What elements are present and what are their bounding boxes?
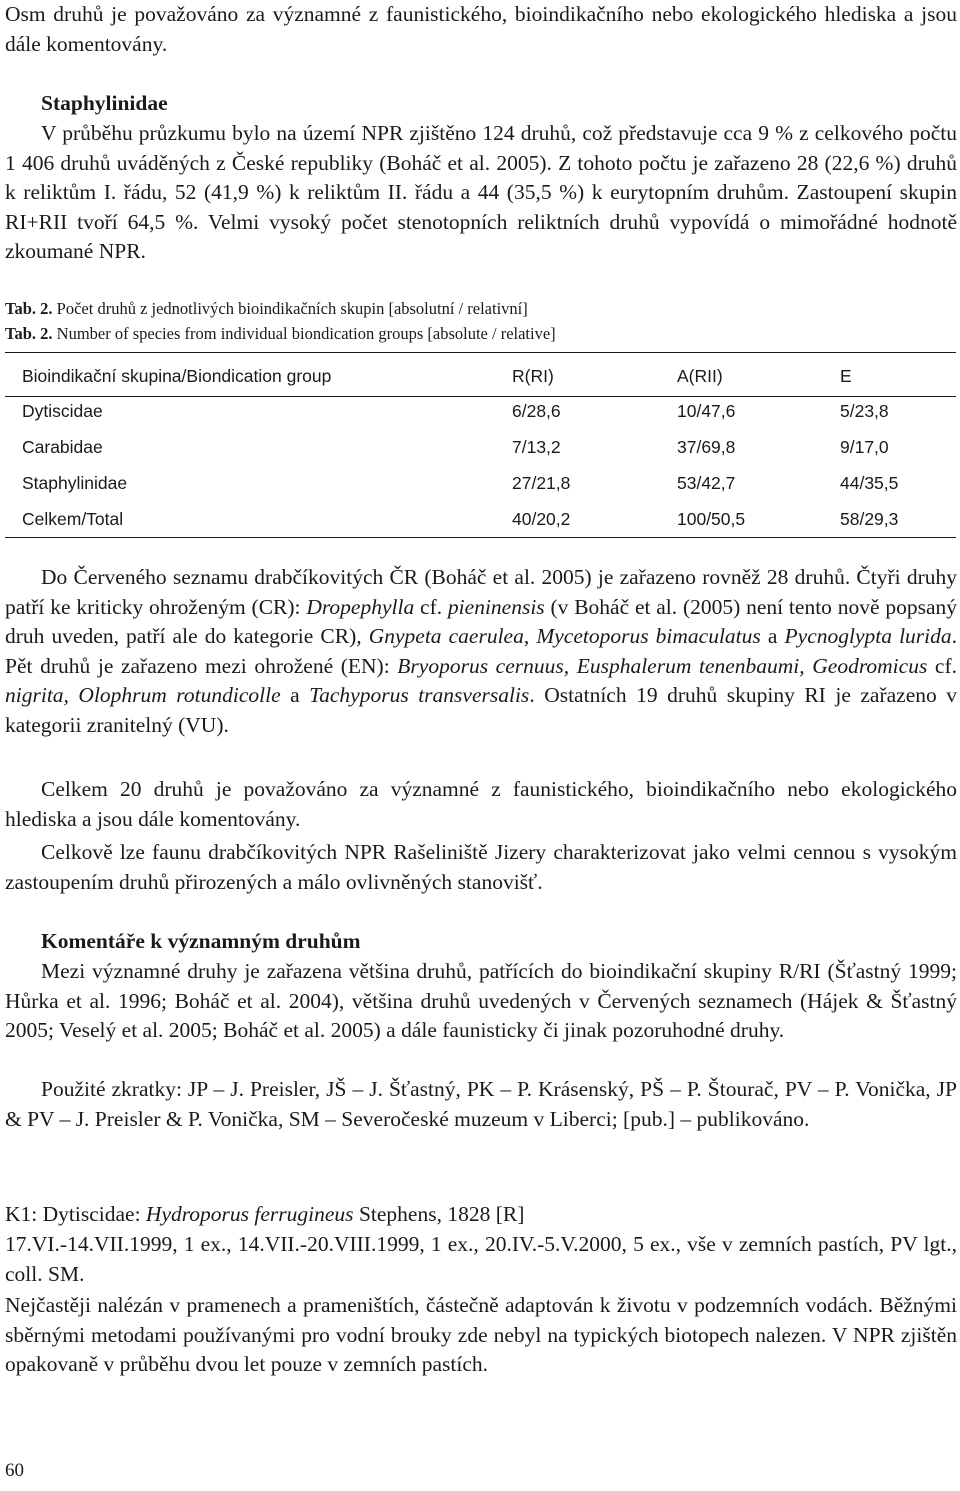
caption-label: Tab. 2. [5, 324, 53, 343]
k1-records [5, 1230, 957, 1289]
row-label: Celkem/Total [22, 509, 124, 529]
text-span: Do Červeného seznamu drabčíkovitých ČR (Boháč et al. 2005) je zařazeno rovněž 28 druhů. Čtyři druhy patří ke kriticky ohroženým (CR): [5, 565, 957, 619]
cell-value: 6/28,6 [512, 401, 561, 421]
paragraph-text: Osm druhů je považováno za významné z faunistického, bioindikačního nebo ekologického hlediska a jsou dále komentovány. [5, 2, 957, 56]
species-name: nigrita, Olophrum rotundicolle [5, 683, 281, 708]
row-label: Staphylinidae [22, 473, 128, 493]
text-span: cf. [927, 653, 957, 678]
abbreviations-paragraph [5, 1075, 957, 1134]
paragraph-text: Použité zkratky: JP – J. Preisler, JŠ – J. Šťastný, PK – P. Krásenský, PŠ – P. Štourač, PV – P. Vonička, JP & PV – J. Preisler & P. Vonička, SM – Severočeské muzeum v Liberci; [pub.] – publikováno. [5, 1077, 957, 1131]
table-caption-cz [5, 297, 957, 320]
cell-value: 9/17,0 [840, 437, 889, 457]
komentare-paragraph [5, 957, 957, 1046]
species-name: Dropephylla [306, 594, 415, 619]
text-span: . Ostatních 19 druhů skupiny RI je zařazeno v kategorii zranitelný (VU). [5, 683, 957, 737]
cell-value: 7/13,2 [512, 437, 561, 457]
cell-value: 58/29,3 [840, 509, 899, 529]
species-name: , Gnypeta caerulea, Mycetoporus bimaculatus [356, 624, 761, 649]
bioindication-table [5, 352, 956, 538]
species-name: Tachyporus transversalis [309, 683, 530, 708]
text-span: a [760, 624, 785, 649]
k1-comment [5, 1291, 957, 1380]
header-e: E [840, 366, 852, 386]
summary-paragraph [5, 838, 957, 897]
cell-value: 37/69,8 [677, 437, 736, 457]
text-span: a [280, 683, 310, 708]
cell-value: 53/42,7 [677, 473, 736, 493]
species-name: Hydroporus ferrugineus [145, 1202, 354, 1226]
cell-value: 44/35,5 [840, 473, 899, 493]
row-label: Dytiscidae [22, 401, 103, 421]
section-heading-staphylinidae [41, 89, 941, 119]
cell-value: 10/47,6 [677, 401, 736, 421]
paragraph-text: Mezi významné druhy je zařazena většina druhů, patřících do bioindikační skupiny R/RI (Šťastný 1999; Hůrka et al. 1996; Boháč et al. 2004), většina druhů uvedených v Červených seznamech (Hájek & Šťastný 2005; Veselý et al. 2005; Boháč et al. 2005) a dále faunisticky či jinak pozoruhodné druhy. [5, 959, 957, 1043]
caption-text: Počet druhů z jednotlivých bioindikačních skupin [absolutní / relativní] [52, 299, 528, 318]
section-heading-komentare [41, 927, 941, 957]
caption-text: Number of species from individual biondication groups [absolute / relative] [52, 324, 556, 343]
staphylinidae-paragraph [5, 119, 957, 267]
species-name: Bryoporus cernuus, Eusphalerum tenenbaumi, Geodromicus [397, 653, 928, 678]
header-r-ri: R(RI) [512, 366, 554, 386]
text-span: K1: Dytiscidae: [5, 1202, 146, 1226]
cell-value: 40/20,2 [512, 509, 571, 529]
cell-value: 27/21,8 [512, 473, 571, 493]
significant-species-paragraph [5, 775, 957, 834]
table-header-row [5, 353, 956, 397]
page-number: 60 [5, 1460, 24, 1481]
text-span: (v Boháč et al. (2005) není tento nově popsaný druh uveden, patří ale do kategorie CR) [5, 594, 957, 649]
paragraph-text: 17.VI.-14.VII.1999, 1 ex., 14.VII.-20.VIII.1999, 1 ex., 20.IV.-5.V.2000, 5 ex., vše v zemních pastích, PV lgt., coll. SM. [5, 1232, 957, 1286]
table-caption-en [5, 322, 957, 345]
text-span: Stephens, 1828 [R] [353, 1202, 525, 1226]
cell-value: 5/23,8 [840, 401, 889, 421]
header-a-rii: A(RII) [677, 366, 723, 386]
species-name: pieninensis [447, 594, 545, 619]
paragraph-text: Celkově lze faunu drabčíkovitých NPR Rašeliniště Jizery charakterizovat jako velmi cennou s vysokým zastoupením druhů přirozených a málo ovlivněných stanovišť. [5, 840, 957, 894]
heading-text: Komentáře k významným druhům [41, 929, 361, 953]
k1-heading-line [5, 1200, 957, 1230]
text-span: . Pět druhů je zařazeno mezi ohrožené (EN): [5, 624, 958, 678]
species-name: Pycnoglypta lurida [784, 624, 952, 649]
cell-value: 100/50,5 [677, 509, 746, 529]
paragraph-text: Nejčastěji nalézán v pramenech a prameništích, částečně adaptován k životu v podzemních vodách. Běžnými sběrnými metodami používanými pro vodní brouky zde nebyl na typických biotopech nalezen. V NPR zjištěn opakovaně v průběhu dvou let pouze v zemních pastích. [5, 1293, 957, 1377]
paragraph-text: V průběhu průzkumu bylo na území NPR zjištěno 124 druhů, což představuje cca 9 % z celkového počtu 1 406 druhů uváděných z České republiky (Boháč et al. 2005). Z tohoto počtu je zařazeno 28 (22,6 %) druhů k reliktům I. řádu, 52 (41,9 %) k reliktům II. řádu a 44 (35,5 %) k eurytopním druhům. Zastoupení skupin RI+RII tvoří 64,5 %. Velmi vysoký počet stenotopních reliktních druhů vypovídá o mimořádné hodnotě zkoumané NPR. [5, 121, 957, 264]
row-label: Carabidae [22, 437, 103, 457]
caption-label: Tab. 2. [5, 299, 53, 318]
heading-text: Staphylinidae [41, 91, 168, 115]
text-span: cf. [414, 594, 448, 619]
header-group: Bioindikační skupina/Biondication group [22, 366, 332, 386]
paragraph-text: Celkem 20 druhů je považováno za významné z faunistického, bioindikačního nebo ekologického hlediska a jsou dále komentovány. [5, 777, 957, 831]
red-list-paragraph [5, 563, 957, 741]
intro-paragraph [5, 0, 957, 59]
